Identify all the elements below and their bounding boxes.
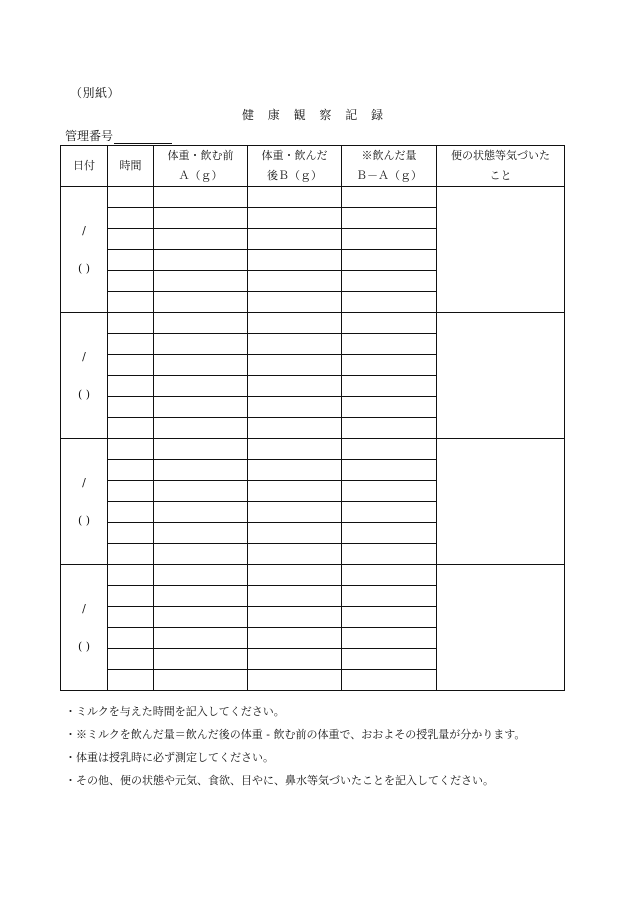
notes-cell[interactable] xyxy=(437,439,565,565)
weight-before-cell[interactable] xyxy=(154,439,248,460)
date-cell[interactable] xyxy=(61,187,108,313)
weight-after-cell[interactable] xyxy=(248,208,342,229)
header-date: 日付 xyxy=(61,146,108,187)
weight-after-cell[interactable] xyxy=(248,565,342,586)
management-number-label: 管理番号 xyxy=(65,129,114,143)
weight-after-cell[interactable] xyxy=(248,439,342,460)
time-cell[interactable] xyxy=(108,439,154,460)
table-body xyxy=(61,187,565,691)
date-slash: / xyxy=(82,350,86,363)
weight-before-cell[interactable] xyxy=(154,565,248,586)
amount-cell[interactable] xyxy=(342,439,437,460)
time-cell[interactable] xyxy=(108,649,154,670)
amount-cell[interactable] xyxy=(342,670,437,691)
time-cell[interactable] xyxy=(108,586,154,607)
amount-cell[interactable] xyxy=(342,544,437,565)
page-title: 健 康 観 察 記 録 xyxy=(241,108,389,122)
weight-before-cell[interactable] xyxy=(154,208,248,229)
date-slash: / xyxy=(82,602,86,615)
weight-before-cell[interactable] xyxy=(154,544,248,565)
amount-cell[interactable] xyxy=(342,481,437,502)
amount-cell[interactable] xyxy=(342,355,437,376)
time-cell[interactable] xyxy=(108,544,154,565)
weight-after-cell[interactable] xyxy=(248,187,342,208)
time-cell[interactable] xyxy=(108,208,154,229)
weight-after-cell[interactable] xyxy=(248,229,342,250)
weight-after-cell[interactable] xyxy=(248,313,342,334)
management-number-field[interactable] xyxy=(114,131,172,144)
time-cell[interactable] xyxy=(108,271,154,292)
weight-after-cell[interactable] xyxy=(248,334,342,355)
table-row xyxy=(61,187,565,208)
weight-after-cell[interactable] xyxy=(248,418,342,439)
weight-before-cell[interactable] xyxy=(154,418,248,439)
time-cell[interactable] xyxy=(108,460,154,481)
amount-cell[interactable] xyxy=(342,397,437,418)
date-slash: / xyxy=(82,224,86,237)
weekday-paren: ( ) xyxy=(77,388,91,401)
weight-before-cell[interactable] xyxy=(154,502,248,523)
table-row xyxy=(61,439,565,460)
amount-cell[interactable] xyxy=(342,313,437,334)
amount-cell[interactable] xyxy=(342,229,437,250)
amount-cell[interactable] xyxy=(342,628,437,649)
weight-before-cell[interactable] xyxy=(154,292,248,313)
amount-cell[interactable] xyxy=(342,187,437,208)
time-cell[interactable] xyxy=(108,229,154,250)
header-weight-after: 体重・飲んだ 後Ｂ（ｇ） xyxy=(248,146,342,187)
weight-before-cell[interactable] xyxy=(154,460,248,481)
notes-cell[interactable] xyxy=(437,565,565,691)
note-item: ・体重は授乳時に必ず測定してください。 xyxy=(65,751,274,764)
amount-cell[interactable] xyxy=(342,376,437,397)
time-cell[interactable] xyxy=(108,565,154,586)
amount-cell[interactable] xyxy=(342,250,437,271)
weight-after-cell[interactable] xyxy=(248,544,342,565)
amount-cell[interactable] xyxy=(342,523,437,544)
amount-cell[interactable] xyxy=(342,271,437,292)
weight-before-cell[interactable] xyxy=(154,523,248,544)
weight-after-cell[interactable] xyxy=(248,355,342,376)
amount-cell[interactable] xyxy=(342,334,437,355)
time-cell[interactable] xyxy=(108,187,154,208)
amount-cell[interactable] xyxy=(342,460,437,481)
table-header-row xyxy=(61,146,565,187)
instructions xyxy=(65,700,525,792)
weight-before-cell[interactable] xyxy=(154,376,248,397)
weight-after-cell[interactable] xyxy=(248,397,342,418)
weight-after-cell[interactable] xyxy=(248,460,342,481)
time-cell[interactable] xyxy=(108,418,154,439)
weight-after-cell[interactable] xyxy=(248,649,342,670)
weight-before-cell[interactable] xyxy=(154,313,248,334)
amount-cell[interactable] xyxy=(342,208,437,229)
appendix-label: （別紙） xyxy=(70,86,121,100)
time-cell[interactable] xyxy=(108,355,154,376)
weight-after-cell[interactable] xyxy=(248,670,342,691)
notes-cell[interactable] xyxy=(437,187,565,313)
weight-after-cell[interactable] xyxy=(248,250,342,271)
date-cell[interactable] xyxy=(61,313,108,439)
amount-cell[interactable] xyxy=(342,502,437,523)
time-cell[interactable] xyxy=(108,313,154,334)
time-cell[interactable] xyxy=(108,502,154,523)
weight-before-cell[interactable] xyxy=(154,271,248,292)
weight-before-cell[interactable] xyxy=(154,397,248,418)
management-number xyxy=(65,127,172,144)
amount-cell[interactable] xyxy=(342,607,437,628)
date-slash: / xyxy=(82,476,86,489)
header-notes: 便の状態等気づいた こと xyxy=(437,146,565,187)
amount-cell[interactable] xyxy=(342,418,437,439)
weekday-paren: ( ) xyxy=(77,640,91,653)
weight-after-cell[interactable] xyxy=(248,586,342,607)
time-cell[interactable] xyxy=(108,397,154,418)
weight-before-cell[interactable] xyxy=(154,586,248,607)
notes-cell[interactable] xyxy=(437,313,565,439)
weight-before-cell[interactable] xyxy=(154,649,248,670)
weight-after-cell[interactable] xyxy=(248,376,342,397)
amount-cell[interactable] xyxy=(342,586,437,607)
date-cell[interactable] xyxy=(61,439,108,565)
amount-cell[interactable] xyxy=(342,292,437,313)
header-weight-before: 体重・飲む前 Ａ（ｇ） xyxy=(154,146,248,187)
weight-after-cell[interactable] xyxy=(248,607,342,628)
weight-after-cell[interactable] xyxy=(248,502,342,523)
time-cell[interactable] xyxy=(108,670,154,691)
time-cell[interactable] xyxy=(108,376,154,397)
note-item: ・その他、便の状態や元気、食欲、目やに、鼻水等気づいたことを記入してください。 xyxy=(65,774,494,787)
health-log-table xyxy=(60,145,565,691)
date-cell[interactable] xyxy=(61,565,108,691)
time-cell[interactable] xyxy=(108,334,154,355)
weight-after-cell[interactable] xyxy=(248,628,342,649)
weekday-paren: ( ) xyxy=(77,514,91,527)
note-item: ・ミルクを与えた時間を記入してください。 xyxy=(65,705,285,718)
time-cell[interactable] xyxy=(108,523,154,544)
table-row xyxy=(61,565,565,586)
time-cell[interactable] xyxy=(108,628,154,649)
table-row xyxy=(61,313,565,334)
weight-before-cell[interactable] xyxy=(154,334,248,355)
time-cell[interactable] xyxy=(108,607,154,628)
weight-before-cell[interactable] xyxy=(154,607,248,628)
weight-after-cell[interactable] xyxy=(248,292,342,313)
weight-before-cell[interactable] xyxy=(154,355,248,376)
weight-after-cell[interactable] xyxy=(248,523,342,544)
time-cell[interactable] xyxy=(108,481,154,502)
weight-before-cell[interactable] xyxy=(154,670,248,691)
amount-cell[interactable] xyxy=(342,565,437,586)
time-cell[interactable] xyxy=(108,250,154,271)
amount-cell[interactable] xyxy=(342,649,437,670)
weight-before-cell[interactable] xyxy=(154,250,248,271)
header-time: 時間 xyxy=(108,146,154,187)
note-item: ・※ミルクを飲んだ量＝飲んだ後の体重 - 飲む前の体重で、おおよその授乳量が分かります。 xyxy=(65,728,526,741)
weight-after-cell[interactable] xyxy=(248,271,342,292)
weight-after-cell[interactable] xyxy=(248,481,342,502)
weight-before-cell[interactable] xyxy=(154,628,248,649)
weight-before-cell[interactable] xyxy=(154,481,248,502)
weight-before-cell[interactable] xyxy=(154,229,248,250)
header-amount-drunk: ※飲んだ量 Ｂ－Ａ（ｇ） xyxy=(342,146,437,187)
time-cell[interactable] xyxy=(108,292,154,313)
weight-before-cell[interactable] xyxy=(154,187,248,208)
weekday-paren: ( ) xyxy=(77,262,91,275)
